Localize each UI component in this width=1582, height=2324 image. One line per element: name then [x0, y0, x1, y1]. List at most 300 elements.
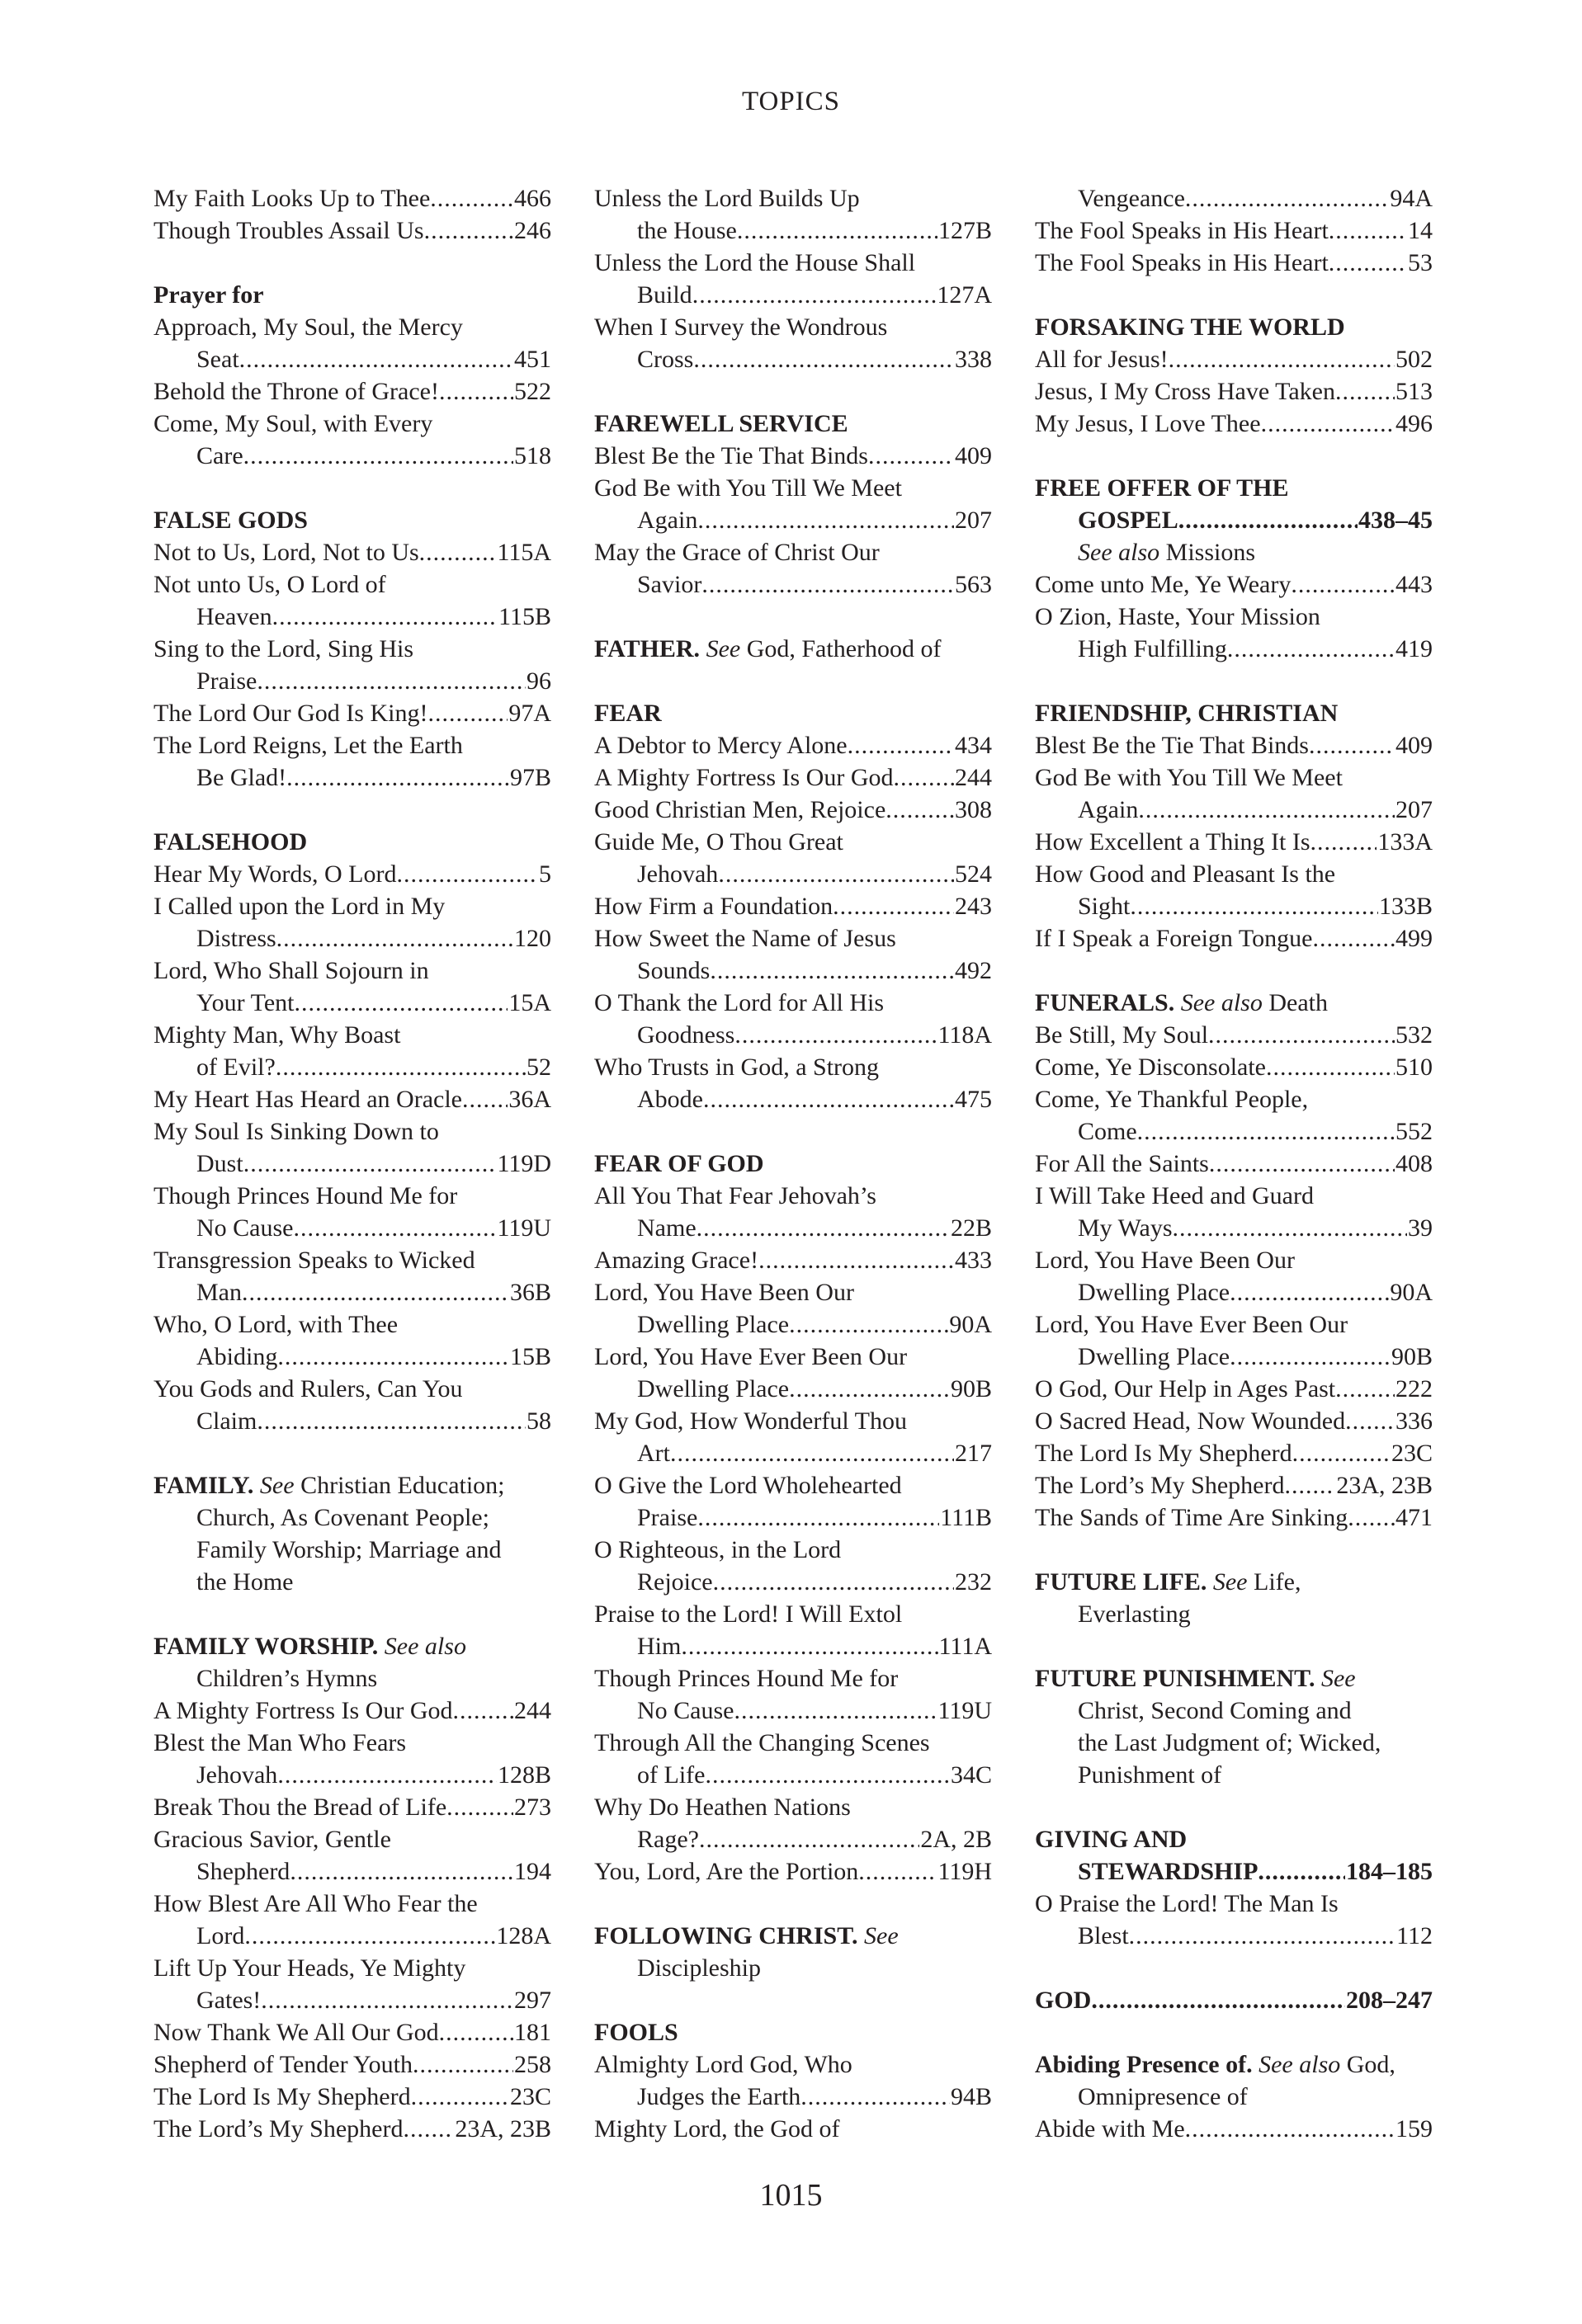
leader-dots [1227, 633, 1395, 665]
entry-title: Blest [1078, 1922, 1129, 1949]
leader-dots [697, 1501, 939, 1534]
entry-title-line: Through All the Changing Scenes [594, 1729, 930, 1756]
index-section [594, 1148, 992, 1888]
entry-title: My Jesus, I Love Thee [1035, 410, 1261, 437]
leader-dots [701, 568, 954, 601]
see-reference-line: Discipleship [637, 1954, 761, 1982]
index-entry [1035, 1437, 1433, 1469]
see-reference-line: Punishment of [1078, 1761, 1222, 1789]
entry-number: 232 [955, 1568, 992, 1596]
entry-title: A Mighty Fortress Is Our God [594, 764, 894, 791]
heading-range-row [1035, 504, 1433, 536]
entry-number: 563 [955, 571, 992, 598]
entry-row [594, 890, 992, 922]
heading-text: FAREWELL SERVICE [594, 410, 848, 437]
entry-row [594, 504, 992, 536]
entry-title: Seat [196, 346, 239, 373]
entry-row [1035, 1405, 1433, 1437]
entry-number: 23C [1391, 1440, 1433, 1467]
entry-title: The Lord’s My Shepherd [1035, 1472, 1285, 1499]
section-heading [594, 1920, 992, 1952]
entry-title: Jehovah [637, 860, 719, 888]
entry-number: 273 [514, 1794, 551, 1821]
index-entry [594, 247, 992, 311]
entry-title: Abode [637, 1086, 703, 1113]
index-entry [594, 987, 992, 1051]
index-entry [1035, 1469, 1433, 1501]
entry-row [594, 1373, 992, 1405]
entry-number: 207 [955, 507, 992, 534]
entry-title-line: Mighty Man, Why Boast [153, 1021, 401, 1049]
index-entry [594, 2113, 992, 2145]
entry-number: 23A, 23B [455, 2115, 551, 2143]
index-entry [153, 182, 551, 214]
entry-title: Praise [196, 667, 257, 695]
entry-number: 23C [509, 2083, 551, 2110]
entry-row [594, 761, 992, 794]
entry-row [1035, 408, 1433, 440]
entry-row [594, 440, 992, 472]
entry-row [1035, 1276, 1433, 1308]
entry-title: How Excellent a Thing It Is [1035, 828, 1310, 856]
entry-title-line: God Be with You Till We Meet [594, 474, 902, 502]
entry-row [153, 1148, 551, 1180]
leader-dots [885, 794, 954, 826]
entry-row [153, 1276, 551, 1308]
entry-row [594, 343, 992, 375]
entry-title-line: May the Grace of Christ Our [594, 539, 880, 566]
section-heading [153, 504, 551, 536]
entry-number: 90B [950, 1375, 992, 1402]
leader-dots [396, 858, 538, 890]
entry-row [153, 665, 551, 697]
heading-text: FORSAKING THE WORLD [1035, 313, 1345, 341]
entry-number: 119D [497, 1150, 551, 1177]
leader-dots [692, 279, 937, 311]
index-entry [153, 408, 551, 472]
index-entry [153, 1180, 551, 1244]
index-column-1 [153, 182, 551, 2145]
leader-dots [430, 182, 513, 214]
entry-number: 522 [514, 378, 551, 405]
entry-title: Dwelling Place [1078, 1343, 1230, 1370]
leader-dots [705, 1759, 950, 1791]
heading-range-number: 438–45 [1358, 507, 1433, 534]
entry-number: 36A [508, 1086, 551, 1113]
leader-dots [286, 761, 509, 794]
see-label: See also [1259, 2051, 1341, 2078]
see-label: See [259, 1472, 295, 1499]
entry-number: 128B [497, 1761, 551, 1789]
leader-dots [894, 761, 954, 794]
entry-title: The Lord Our God Is King! [153, 700, 428, 727]
section-heading [1035, 697, 1433, 729]
heading-text: FEAR OF GOD [594, 1150, 764, 1177]
entry-row [1035, 794, 1433, 826]
entry-title: No Cause [196, 1214, 294, 1242]
index-section [594, 408, 992, 601]
entry-row [153, 2113, 551, 2145]
entry-title-line: I Called upon the Lord in My [153, 893, 446, 920]
entry-number: 90A [949, 1311, 992, 1338]
entry-number: 243 [955, 893, 992, 920]
index-entry [594, 1469, 992, 1534]
entry-row [153, 182, 551, 214]
entry-title-line: My God, How Wonderful Thou [594, 1407, 907, 1435]
entry-title-line: Lift Up Your Heads, Ye Mighty [153, 1954, 466, 1982]
entry-title: Man [196, 1279, 242, 1306]
entry-number: 222 [1395, 1375, 1433, 1402]
leader-dots [1178, 504, 1358, 536]
entry-number: 112 [1396, 1922, 1433, 1949]
leader-dots [1292, 1437, 1391, 1469]
index-section [594, 1920, 992, 1984]
index-entry [1035, 1373, 1433, 1405]
entry-title: of Evil? [196, 1054, 276, 1081]
entry-row [1035, 633, 1433, 665]
leader-dots [858, 1855, 937, 1888]
index-entry [153, 1952, 551, 2016]
entry-title: Blest Be the Tie That Binds [1035, 732, 1309, 759]
index-section [1035, 1984, 1433, 2016]
entry-title-line: O Thank the Lord for All His [594, 989, 885, 1016]
entry-title: My Heart Has Heard an Oracle [153, 1086, 462, 1113]
entry-row [1035, 1469, 1433, 1501]
leader-dots [276, 922, 513, 955]
entry-title-line: I Will Take Heed and Guard [1035, 1182, 1314, 1209]
entry-number: 118A [937, 1021, 992, 1049]
entry-title: Vengeance [1078, 185, 1185, 212]
entry-title-line: The Lord Reigns, Let the Earth [153, 732, 463, 759]
entry-title: My Faith Looks Up to Thee [153, 185, 431, 212]
entry-title: A Debtor to Mercy Alone [594, 732, 848, 759]
index-entry [594, 472, 992, 536]
index-entry [153, 2016, 551, 2048]
entry-title-line: Blest the Man Who Fears [153, 1729, 407, 1756]
entry-number: 5 [539, 860, 551, 888]
leader-dots [800, 2081, 950, 2113]
leader-dots [703, 1083, 954, 1115]
entry-number: 39 [1408, 1214, 1433, 1242]
entry-row [594, 1759, 992, 1791]
leader-dots [261, 1984, 513, 2016]
leader-dots [710, 955, 954, 987]
index-entry [1035, 1083, 1433, 1148]
index-entry [1035, 858, 1433, 922]
index-entry [153, 1695, 551, 1727]
leader-dots [1284, 1469, 1335, 1501]
entry-title-line: How Sweet the Name of Jesus [594, 925, 896, 952]
leader-dots [243, 1148, 497, 1180]
entry-title-line: How Blest Are All Who Fear the [153, 1890, 478, 1917]
leader-dots [681, 1630, 937, 1662]
entry-number: 58 [527, 1407, 551, 1435]
leader-dots [242, 1276, 509, 1308]
entry-title-line: Who, O Lord, with Thee [153, 1311, 399, 1338]
entry-number: 128A [496, 1922, 551, 1949]
entry-title: Dwelling Place [637, 1375, 790, 1402]
entry-row [594, 1437, 992, 1469]
entry-row [1035, 1920, 1433, 1952]
entry-number: 94A [1390, 185, 1433, 212]
index-entry [1035, 1888, 1433, 1952]
index-entry [1035, 826, 1433, 858]
entry-row [153, 922, 551, 955]
entry-title: Heaven [196, 603, 272, 630]
entry-number: 127B [937, 217, 992, 244]
section-heading [594, 2016, 992, 2048]
entry-row [1035, 1115, 1433, 1148]
entry-row [153, 1083, 551, 1115]
index-entry [153, 1373, 551, 1437]
index-entry [153, 955, 551, 1019]
index-entry [153, 1727, 551, 1791]
entry-title: Cross [637, 346, 694, 373]
entry-row [1035, 1501, 1433, 1534]
entry-number: 408 [1395, 1150, 1433, 1177]
entry-row [1035, 922, 1433, 955]
entry-title: Claim [196, 1407, 257, 1435]
index-entry [594, 890, 992, 922]
index-entry [153, 2048, 551, 2081]
section-heading [1035, 987, 1433, 1019]
entry-row [1035, 729, 1433, 761]
entry-title: Dust [196, 1150, 243, 1177]
entry-title-line: Mighty Lord, the God of [594, 2115, 840, 2143]
entry-row [594, 1019, 992, 1051]
index-entry [153, 2081, 551, 2113]
leader-dots [295, 987, 508, 1019]
index-entry [1035, 1501, 1433, 1534]
page-header: TOPICS [741, 87, 841, 116]
entry-title-line: Come, My Soul, with Every [153, 410, 433, 437]
leader-dots [1329, 214, 1407, 247]
index-entry [1035, 214, 1433, 247]
entry-title: Name [637, 1214, 697, 1242]
entry-title: Amazing Grace! [594, 1247, 759, 1274]
entry-number: 419 [1395, 635, 1433, 662]
section-heading [594, 697, 992, 729]
index-entry [1035, 375, 1433, 408]
entry-row [594, 1823, 992, 1855]
leader-dots [277, 1341, 509, 1373]
entry-number: 524 [955, 860, 992, 888]
entry-title: Abiding [196, 1343, 278, 1370]
entry-row [153, 1759, 551, 1791]
entry-title: The Fool Speaks in His Heart [1035, 217, 1329, 244]
entry-title-line: Praise to the Lord! I Will Extol [594, 1600, 903, 1628]
entry-title: Come [1078, 1118, 1137, 1145]
entry-number: 244 [955, 764, 992, 791]
leader-dots [1137, 1115, 1395, 1148]
entry-row [1035, 1341, 1433, 1373]
index-entry [153, 2113, 551, 2145]
entry-row [1035, 182, 1433, 214]
leader-dots [1309, 729, 1395, 761]
entry-number: 492 [955, 957, 992, 984]
entry-row [1035, 1373, 1433, 1405]
leader-dots [439, 2016, 513, 2048]
leader-dots [257, 665, 526, 697]
index-entry [153, 1308, 551, 1373]
index-entry [594, 1662, 992, 1727]
see-label: See also [384, 1633, 466, 1660]
entry-title-line: O Righteous, in the Lord [594, 1536, 842, 1563]
entry-row [594, 1308, 992, 1341]
entry-title: The Lord’s My Shepherd [153, 2115, 404, 2143]
entry-number: 466 [514, 185, 551, 212]
leader-dots [1138, 794, 1395, 826]
entry-number: 159 [1395, 2115, 1433, 2143]
index-entry [1035, 1180, 1433, 1244]
entry-title-line: O Zion, Haste, Your Mission [1035, 603, 1320, 630]
leader-dots [1209, 1148, 1395, 1180]
index-entry [153, 729, 551, 794]
entry-row [1035, 1437, 1433, 1469]
entry-number: 207 [1395, 796, 1433, 823]
section-heading [153, 279, 551, 311]
index-entry [153, 214, 551, 247]
leader-dots [1169, 343, 1395, 375]
entry-row [153, 2048, 551, 2081]
section-heading [153, 1630, 551, 1662]
leader-dots [272, 601, 498, 633]
heading-range-title: GOD [1035, 1987, 1092, 2014]
heading-text: Prayer for [153, 281, 264, 309]
section-heading [1035, 1823, 1433, 1855]
index-entry [1035, 1244, 1433, 1308]
entry-row [153, 536, 551, 568]
entry-title: If I Speak a Foreign Tongue [1035, 925, 1313, 952]
entry-number: 552 [1395, 1118, 1433, 1145]
heading-text: FEAR [594, 700, 662, 727]
index-entry [1035, 2113, 1433, 2145]
entry-row [153, 1855, 551, 1888]
entry-number: 308 [955, 796, 992, 823]
heading-text: FRIENDSHIP, CHRISTIAN [1035, 700, 1339, 727]
entry-title: The Fool Speaks in His Heart [1035, 249, 1329, 276]
index-entry [594, 1051, 992, 1115]
index-entry [153, 858, 551, 890]
leader-dots [1335, 1373, 1395, 1405]
section-heading [1035, 1662, 1433, 1695]
see-reference: Death [1268, 989, 1328, 1016]
entry-title-line: Lord, Who Shall Sojourn in [153, 957, 429, 984]
leader-dots [699, 1823, 919, 1855]
heading-range-row [1035, 1984, 1433, 2016]
index-entry [594, 1244, 992, 1276]
entry-row [153, 440, 551, 472]
entry-row [153, 1791, 551, 1823]
entry-title: Sight [1078, 893, 1131, 920]
entry-row [594, 2081, 992, 2113]
entry-row [1035, 826, 1433, 858]
index-entry [1035, 1051, 1433, 1083]
leader-dots [446, 1791, 513, 1823]
leader-dots [1173, 1212, 1407, 1244]
entry-row [153, 601, 551, 633]
entry-title-line: Why Do Heathen Nations [594, 1794, 851, 1821]
entry-row [1035, 1019, 1433, 1051]
entry-number: 434 [955, 732, 992, 759]
index-entry [1035, 1019, 1433, 1051]
leader-dots [1266, 1051, 1395, 1083]
heading-text: FUNERALS. [1035, 989, 1175, 1016]
see-label: See [1320, 1665, 1356, 1692]
entry-title: Hear My Words, O Lord [153, 860, 397, 888]
see-reference: God, [1346, 2051, 1395, 2078]
entry-number: 34C [950, 1761, 992, 1789]
entry-title: Again [637, 507, 698, 534]
leader-dots [734, 1019, 937, 1051]
entry-title-line: Though Princes Hound Me for [594, 1665, 899, 1692]
index-entry [153, 568, 551, 633]
leader-dots [697, 504, 954, 536]
leader-dots [244, 1920, 495, 1952]
see-reference-line: the Home [196, 1568, 294, 1596]
index-entry [594, 2048, 992, 2113]
entry-title: How Firm a Foundation [594, 893, 834, 920]
see-label: See [706, 635, 741, 662]
entry-row [1035, 1212, 1433, 1244]
heading-text: GIVING AND [1035, 1826, 1188, 1853]
leader-dots [1291, 568, 1395, 601]
leader-dots [453, 1695, 513, 1727]
entry-title-line: Unless the Lord Builds Up [594, 185, 860, 212]
entry-row [153, 2016, 551, 2048]
entry-row [594, 1566, 992, 1598]
entry-title: Your Tent [196, 989, 295, 1016]
index-entry [153, 697, 551, 729]
leader-dots [1345, 1405, 1395, 1437]
heading-text: FOOLS [594, 2019, 678, 2046]
entry-number: 451 [514, 346, 551, 373]
entry-row [594, 1630, 992, 1662]
entry-title: Not to Us, Lord, Not to Us [153, 539, 419, 566]
heading-range-title: GOSPEL [1078, 507, 1178, 534]
index-entry [594, 761, 992, 794]
entry-row [594, 1244, 992, 1276]
index-entry [1035, 343, 1433, 375]
index-entry [153, 1823, 551, 1888]
index-entry [1035, 761, 1433, 826]
entry-title: Though Troubles Assail Us [153, 217, 424, 244]
heading-text: FALSE GODS [153, 507, 308, 534]
entry-title: The Sands of Time Are Sinking [1035, 1504, 1348, 1531]
entry-number: 15B [509, 1343, 551, 1370]
entry-title-line: Sing to the Lord, Sing His [153, 635, 414, 662]
entry-number: 23A, 23B [1336, 1472, 1433, 1499]
entry-row [1035, 2113, 1433, 2145]
leader-dots [1310, 826, 1377, 858]
entry-row [1035, 1051, 1433, 1083]
leader-dots [1312, 922, 1395, 955]
entry-title: Be Still, My Soul [1035, 1021, 1209, 1049]
section-heading [1035, 1566, 1433, 1598]
heading-range-row [1035, 1855, 1433, 1888]
heading-range-number: 184–185 [1346, 1858, 1433, 1885]
index-entry [594, 1276, 992, 1341]
entry-title-line: Unless the Lord the House Shall [594, 249, 916, 276]
entry-title-line: Transgression Speaks to Wicked [153, 1247, 475, 1274]
index-entry [594, 1341, 992, 1405]
entry-row [594, 1083, 992, 1115]
leader-dots [290, 1855, 513, 1888]
entry-number: 90B [1391, 1343, 1433, 1370]
entry-row [1035, 1148, 1433, 1180]
leader-dots [718, 858, 954, 890]
leader-dots [403, 2113, 454, 2145]
